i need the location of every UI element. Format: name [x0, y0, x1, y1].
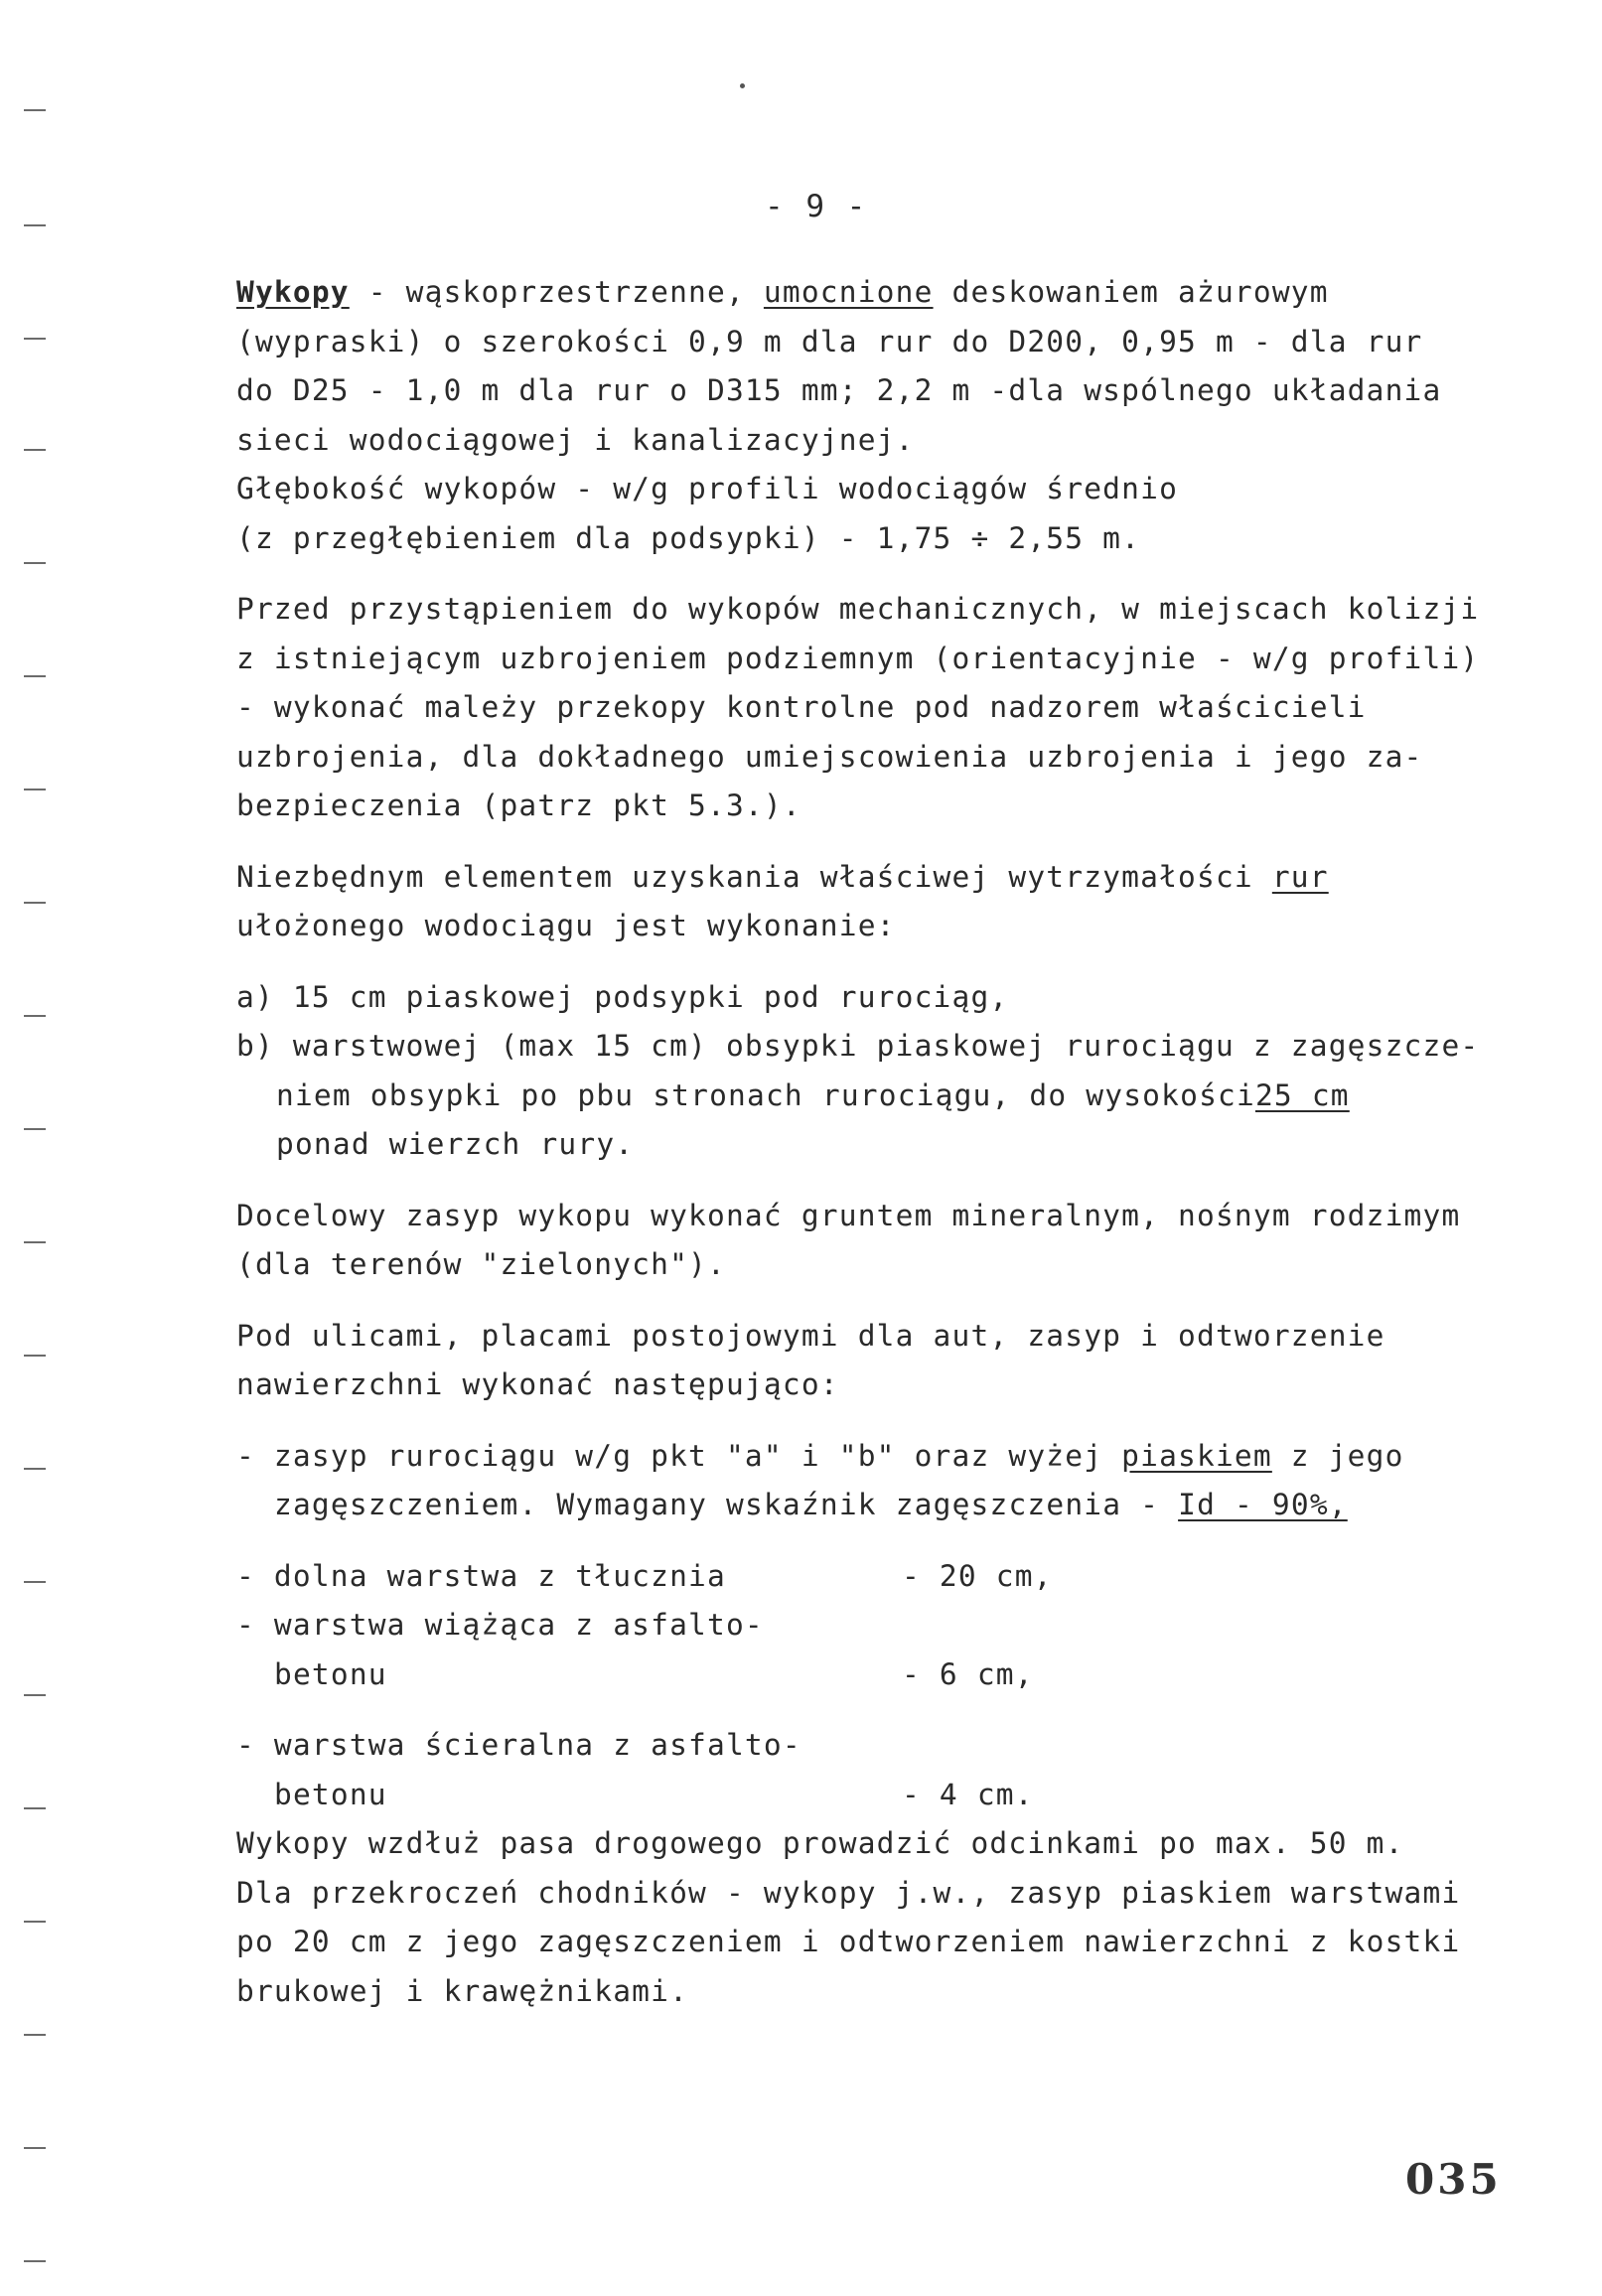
text-line: z istniejącym uzbrojeniem podziemnym (orientacyjnie - w/g profili) [236, 641, 1480, 675]
text-line: (dla terenów "zielonych"). [236, 1247, 726, 1281]
text-line: ułożonego wodociągu jest wykonanie: [236, 909, 896, 942]
page-number: - 9 - [765, 189, 868, 224]
layer-label: - warstwa wiążąca z asfalto- [236, 1608, 764, 1642]
margin-tick [24, 1241, 46, 1243]
text-span: Niezbędnym elementem uzyskania właściwej wytrzymałości [236, 859, 1272, 894]
text-line: (z przegłębieniem dla podsypki) - 1,75 ÷ 2,55 m. [236, 520, 1141, 555]
underlined-text: 25 cm [1254, 1077, 1350, 1112]
scan-speck [740, 83, 745, 88]
paragraph-pod-ulicami [236, 1312, 1547, 1410]
list-item-b: b) warstwowej (max 15 cm) obsypki piaskowej rurociągu z zagęszcze- [236, 1029, 1480, 1063]
margin-tick [24, 1015, 46, 1017]
margin-tick [24, 1581, 46, 1583]
margin-tick [24, 1468, 46, 1470]
margin-tick [24, 562, 46, 564]
text-line: (wypraski) o szerokości 0,9 m dla rur do D200, 0,95 m - dla rur [236, 324, 1423, 359]
underlined-text: umocnione [763, 275, 934, 309]
margin-tick [24, 675, 46, 677]
text-line: brukowej i krawężnikami. [236, 1973, 689, 2008]
text-line: sieci wodociągowej i kanalizacyjnej. [236, 422, 915, 457]
text-line: Pod ulicami, placami postojowymi dla aut, zasyp i odtworzenie [236, 1318, 1385, 1353]
margin-tick [24, 2147, 46, 2149]
list-item-a: a) 15 cm piaskowej podsypki pod rurociąg, [236, 979, 1009, 1014]
text-span: niem obsypki po pbu stronach rurociągu, do wysokości [276, 1077, 1255, 1112]
layer-row [236, 1650, 1547, 1700]
layer-label: - dolna warstwa z tłucznia [236, 1558, 726, 1593]
margin-tick [24, 902, 46, 904]
paragraph-niezbednym [236, 853, 1547, 951]
layer-label: - warstwa ścieralna z asfalto- [236, 1728, 801, 1762]
margin-tick [24, 224, 46, 226]
layer-row [236, 1721, 1547, 1771]
underlined-text: rur [1271, 859, 1329, 894]
paragraph-przed [236, 585, 1547, 831]
section-heading: Wykopy [236, 275, 350, 309]
layers-list [236, 1552, 1547, 1820]
text-line: do D25 - 1,0 m dla rur o D315 mm; 2,2 m -dla wspólnego układania [236, 373, 1442, 407]
text-line: po 20 cm z jego zagęszczeniem i odtworzeniem nawierzchni z kostki [236, 1925, 1461, 1958]
text-span: - zasyp rurociągu w/g pkt "a" i "b" oraz wyżej [236, 1438, 1122, 1473]
margin-tick [24, 789, 46, 790]
text-line: Głębokość wykopów - w/g profili wodociągów średnio [236, 472, 1179, 505]
text-line: nawierzchni wykonać następująco: [236, 1367, 839, 1401]
layer-row [236, 1771, 1547, 1820]
text-span: zagęszczeniem. Wymagany wskaźnik zagęszczenia - [274, 1488, 1179, 1521]
margin-tick [24, 1128, 46, 1130]
underlined-text: piaskiem [1121, 1438, 1272, 1473]
dash-item-zasyp [236, 1432, 1547, 1530]
text-line: - wykonać mależy przekopy kontrolne pod nadzorem właścicieli [236, 690, 1367, 724]
paragraph-docelowy [236, 1192, 1547, 1290]
document-body [236, 268, 1547, 2016]
text-line: ponad wierzch rury. [276, 1127, 635, 1161]
margin-tick [24, 2260, 46, 2262]
layer-label: betonu [274, 1656, 387, 1691]
layer-row [236, 1601, 1547, 1650]
layer-row [236, 1552, 1547, 1602]
margin-tick [24, 449, 46, 451]
margin-tick [24, 2034, 46, 2036]
page-stamp-number: 035 [1405, 2155, 1502, 2204]
text-line: uzbrojenia, dla dokładnego umiejscowienia uzbrojenia i jego za- [236, 739, 1423, 774]
paragraph-wykopy-wzdluz [236, 1819, 1547, 2016]
margin-tick [24, 1694, 46, 1696]
paragraph-wykopy [236, 268, 1547, 563]
list-ab [236, 973, 1547, 1170]
text-line: Wykopy wzdłuż pasa drogowego prowadzić odcinkami po max. 50 m. [236, 1826, 1404, 1860]
layer-label: betonu [274, 1777, 387, 1811]
margin-tick [24, 1921, 46, 1923]
margin-tick [24, 1807, 46, 1809]
text-span: - wąskoprzestrzenne, [349, 275, 764, 309]
text-line: Przed przystąpieniem do wykopów mechanicznych, w miejscach kolizji [236, 592, 1480, 626]
text-line: bezpieczenia (patrz pkt 5.3.). [236, 789, 801, 822]
layer-thickness: - 6 cm, [902, 1656, 1034, 1691]
text-line: Dla przekroczeń chodników - wykopy j.w., zasyp piaskiem warstwami [236, 1875, 1461, 1910]
margin-tick [24, 1355, 46, 1357]
margin-tick [24, 338, 46, 340]
text-line: Docelowy zasyp wykopu wykonać gruntem mineralnym, nośnym rodzimym [236, 1198, 1461, 1232]
text-span: z jego [1271, 1438, 1404, 1473]
layer-thickness: - 20 cm, [902, 1558, 1053, 1593]
layer-thickness: - 4 cm. [902, 1777, 1034, 1811]
margin-tick [24, 109, 46, 111]
underlined-text: Id - 90%, [1178, 1488, 1348, 1521]
text-span: deskowaniem ażurowym [933, 275, 1329, 309]
